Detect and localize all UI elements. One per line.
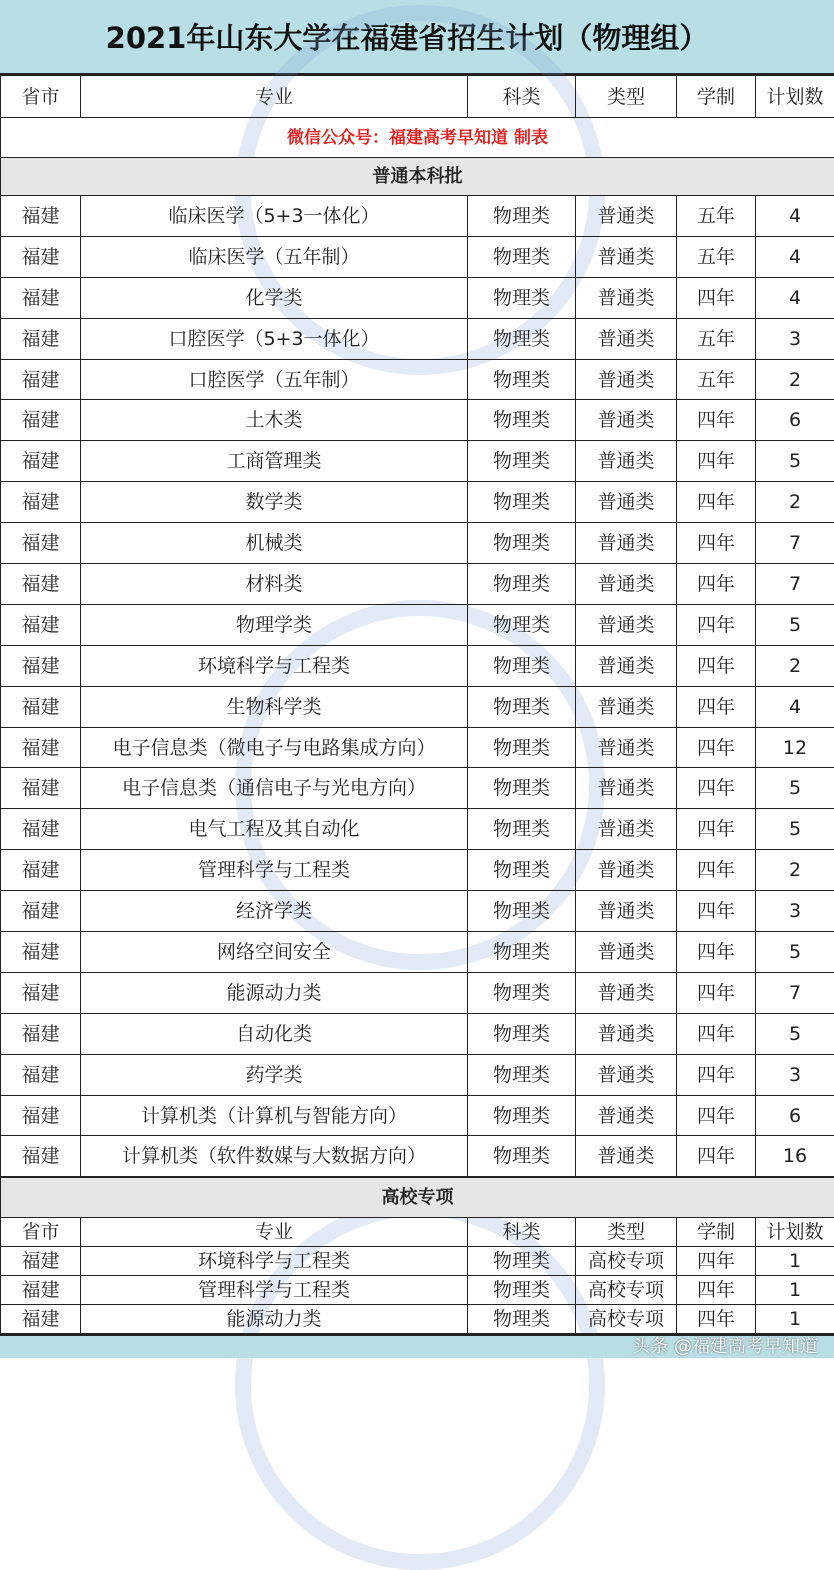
subject-cell: 物理类 (468, 727, 576, 768)
duration-cell: 四年 (677, 932, 756, 973)
type-cell: 普通类 (576, 972, 677, 1013)
province-cell: 福建 (1, 972, 81, 1013)
major-cell: 材料类 (81, 564, 468, 605)
province-cell: 福建 (1, 523, 81, 564)
province-cell: 福建 (1, 727, 81, 768)
subject-cell: 物理类 (468, 972, 576, 1013)
province-cell: 福建 (1, 318, 81, 359)
quota-cell: 2 (756, 850, 834, 891)
plan-table-special (0, 1177, 834, 1334)
province-cell: 福建 (1, 604, 81, 645)
province-cell: 福建 (1, 236, 81, 277)
table-row (1, 400, 834, 441)
type-cell: 普通类 (576, 1136, 677, 1177)
subject-cell: 物理类 (468, 891, 576, 932)
type-cell: 普通类 (576, 932, 677, 973)
header-cell: 学制 (677, 1218, 756, 1247)
province-cell: 福建 (1, 441, 81, 482)
table-row (1, 768, 834, 809)
subject-cell: 物理类 (468, 1054, 576, 1095)
major-cell: 管理科学与工程类 (81, 850, 468, 891)
table-row (1, 932, 834, 973)
type-cell: 普通类 (576, 809, 677, 850)
type-cell: 普通类 (576, 850, 677, 891)
duration-cell: 四年 (677, 400, 756, 441)
quota-cell: 2 (756, 645, 834, 686)
province-cell: 福建 (1, 768, 81, 809)
province-cell: 福建 (1, 277, 81, 318)
table-row (1, 359, 834, 400)
subject-cell: 物理类 (468, 318, 576, 359)
duration-cell: 五年 (677, 359, 756, 400)
duration-cell: 四年 (677, 277, 756, 318)
subject-cell: 物理类 (468, 1305, 576, 1334)
major-cell: 临床医学（5+3一体化） (81, 196, 468, 237)
table-row (1, 318, 834, 359)
header-cell: 计划数 (756, 1218, 834, 1247)
subject-cell: 物理类 (468, 1013, 576, 1054)
quota-cell: 6 (756, 400, 834, 441)
quota-cell: 5 (756, 441, 834, 482)
major-cell: 电子信息类（通信电子与光电方向） (81, 768, 468, 809)
subject-cell: 物理类 (468, 645, 576, 686)
header-cell: 省市 (1, 1218, 81, 1247)
province-cell: 福建 (1, 1136, 81, 1177)
subject-cell: 物理类 (468, 809, 576, 850)
quota-cell: 16 (756, 1136, 834, 1177)
header-cell: 类型 (576, 1218, 677, 1247)
subject-cell: 物理类 (468, 523, 576, 564)
type-cell: 普通类 (576, 1054, 677, 1095)
type-cell: 普通类 (576, 686, 677, 727)
table-row (1, 604, 834, 645)
subject-cell: 物理类 (468, 768, 576, 809)
quota-cell: 12 (756, 727, 834, 768)
duration-cell: 四年 (677, 850, 756, 891)
quota-cell: 1 (756, 1247, 834, 1276)
province-cell: 福建 (1, 564, 81, 605)
table-row (1, 1136, 834, 1177)
table-row (1, 441, 834, 482)
table-row (1, 1276, 834, 1305)
major-cell: 工商管理类 (81, 441, 468, 482)
subject-cell: 物理类 (468, 1276, 576, 1305)
major-cell: 电气工程及其自动化 (81, 809, 468, 850)
duration-cell: 四年 (677, 1136, 756, 1177)
province-cell: 福建 (1, 932, 81, 973)
header-cell: 省市 (1, 76, 81, 118)
major-cell: 物理学类 (81, 604, 468, 645)
duration-cell: 四年 (677, 441, 756, 482)
type-cell: 普通类 (576, 277, 677, 318)
major-cell: 口腔医学（五年制） (81, 359, 468, 400)
table-row (1, 277, 834, 318)
table-row (1, 850, 834, 891)
province-cell: 福建 (1, 850, 81, 891)
section-title-special: 高校专项 (1, 1178, 834, 1218)
subject-cell: 物理类 (468, 196, 576, 237)
major-cell: 机械类 (81, 523, 468, 564)
major-cell: 经济学类 (81, 891, 468, 932)
table-row (1, 891, 834, 932)
header-cell: 专业 (81, 76, 468, 118)
major-cell: 电子信息类（微电子与电路集成方向） (81, 727, 468, 768)
type-cell: 普通类 (576, 400, 677, 441)
major-cell: 数学类 (81, 482, 468, 523)
source-credit: 头条 @福建高考早知道 (632, 1337, 818, 1357)
quota-cell: 5 (756, 768, 834, 809)
quota-cell: 3 (756, 318, 834, 359)
duration-cell: 四年 (677, 1054, 756, 1095)
table-row (1, 196, 834, 237)
subject-cell: 物理类 (468, 686, 576, 727)
duration-cell: 四年 (677, 1276, 756, 1305)
major-cell: 口腔医学（5+3一体化） (81, 318, 468, 359)
major-cell: 生物科学类 (81, 686, 468, 727)
table-row (1, 564, 834, 605)
quota-cell: 4 (756, 277, 834, 318)
table-row (1, 727, 834, 768)
province-cell: 福建 (1, 1247, 81, 1276)
type-cell: 普通类 (576, 236, 677, 277)
duration-cell: 五年 (677, 236, 756, 277)
province-cell: 福建 (1, 891, 81, 932)
table-row (1, 236, 834, 277)
quota-cell: 1 (756, 1305, 834, 1334)
quota-cell: 4 (756, 686, 834, 727)
quota-cell: 4 (756, 196, 834, 237)
duration-cell: 四年 (677, 1095, 756, 1136)
province-cell: 福建 (1, 359, 81, 400)
duration-cell: 四年 (677, 809, 756, 850)
subject-cell: 物理类 (468, 277, 576, 318)
type-cell: 普通类 (576, 359, 677, 400)
province-cell: 福建 (1, 809, 81, 850)
major-cell: 计算机类（计算机与智能方向） (81, 1095, 468, 1136)
province-cell: 福建 (1, 1054, 81, 1095)
type-cell: 普通类 (576, 1095, 677, 1136)
footer-bar (0, 1334, 834, 1358)
page-title: 2021年山东大学在福建省招生计划（物理组） (0, 0, 834, 75)
quota-cell: 7 (756, 523, 834, 564)
province-cell: 福建 (1, 196, 81, 237)
major-cell: 计算机类（软件数媒与大数据方向） (81, 1136, 468, 1177)
duration-cell: 四年 (677, 768, 756, 809)
type-cell: 普通类 (576, 891, 677, 932)
plan-table-regular (0, 75, 834, 1177)
table-row (1, 1013, 834, 1054)
table-row (1, 686, 834, 727)
table-row (1, 1247, 834, 1276)
major-cell: 网络空间安全 (81, 932, 468, 973)
major-cell: 药学类 (81, 1054, 468, 1095)
duration-cell: 四年 (677, 564, 756, 605)
major-cell: 化学类 (81, 277, 468, 318)
quota-cell: 5 (756, 932, 834, 973)
province-cell: 福建 (1, 1305, 81, 1334)
quota-cell: 5 (756, 604, 834, 645)
major-cell: 临床医学（五年制） (81, 236, 468, 277)
major-cell: 管理科学与工程类 (81, 1276, 468, 1305)
quota-cell: 7 (756, 564, 834, 605)
table-row (1, 645, 834, 686)
header-cell: 科类 (468, 76, 576, 118)
quota-cell: 2 (756, 359, 834, 400)
type-cell: 普通类 (576, 768, 677, 809)
quota-cell: 5 (756, 809, 834, 850)
duration-cell: 四年 (677, 604, 756, 645)
duration-cell: 四年 (677, 891, 756, 932)
header-row (1, 76, 834, 118)
subject-cell: 物理类 (468, 604, 576, 645)
type-cell: 高校专项 (576, 1247, 677, 1276)
source-note: 微信公众号：福建高考早知道 制表 (1, 118, 834, 158)
duration-cell: 五年 (677, 318, 756, 359)
quota-cell: 5 (756, 1013, 834, 1054)
province-cell: 福建 (1, 1276, 81, 1305)
subject-cell: 物理类 (468, 564, 576, 605)
type-cell: 普通类 (576, 564, 677, 605)
subject-cell: 物理类 (468, 850, 576, 891)
type-cell: 普通类 (576, 196, 677, 237)
type-cell: 高校专项 (576, 1276, 677, 1305)
quota-cell: 4 (756, 236, 834, 277)
header-cell: 计划数 (756, 76, 834, 118)
table-row (1, 809, 834, 850)
duration-cell: 四年 (677, 1305, 756, 1334)
duration-cell: 四年 (677, 1013, 756, 1054)
subject-cell: 物理类 (468, 441, 576, 482)
quota-cell: 3 (756, 891, 834, 932)
major-cell: 能源动力类 (81, 1305, 468, 1334)
quota-cell: 1 (756, 1276, 834, 1305)
header-cell: 科类 (468, 1218, 576, 1247)
quota-cell: 2 (756, 482, 834, 523)
table-row (1, 523, 834, 564)
table-row (1, 482, 834, 523)
table-row (1, 1054, 834, 1095)
province-cell: 福建 (1, 1095, 81, 1136)
subject-cell: 物理类 (468, 482, 576, 523)
type-cell: 普通类 (576, 482, 677, 523)
province-cell: 福建 (1, 400, 81, 441)
major-cell: 环境科学与工程类 (81, 645, 468, 686)
province-cell: 福建 (1, 1013, 81, 1054)
table-row (1, 1095, 834, 1136)
subject-cell: 物理类 (468, 359, 576, 400)
quota-cell: 3 (756, 1054, 834, 1095)
duration-cell: 四年 (677, 972, 756, 1013)
duration-cell: 五年 (677, 196, 756, 237)
header-cell: 专业 (81, 1218, 468, 1247)
duration-cell: 四年 (677, 727, 756, 768)
duration-cell: 四年 (677, 482, 756, 523)
major-cell: 土木类 (81, 400, 468, 441)
subject-cell: 物理类 (468, 1095, 576, 1136)
type-cell: 高校专项 (576, 1305, 677, 1334)
duration-cell: 四年 (677, 645, 756, 686)
table-row (1, 1305, 834, 1334)
subject-cell: 物理类 (468, 400, 576, 441)
major-cell: 环境科学与工程类 (81, 1247, 468, 1276)
duration-cell: 四年 (677, 686, 756, 727)
province-cell: 福建 (1, 686, 81, 727)
type-cell: 普通类 (576, 523, 677, 564)
type-cell: 普通类 (576, 604, 677, 645)
subject-cell: 物理类 (468, 1247, 576, 1276)
major-cell: 自动化类 (81, 1013, 468, 1054)
type-cell: 普通类 (576, 318, 677, 359)
quota-cell: 7 (756, 972, 834, 1013)
type-cell: 普通类 (576, 645, 677, 686)
duration-cell: 四年 (677, 1247, 756, 1276)
duration-cell: 四年 (677, 523, 756, 564)
header-row (1, 1218, 834, 1247)
type-cell: 普通类 (576, 441, 677, 482)
type-cell: 普通类 (576, 727, 677, 768)
section-title-regular: 普通本科批 (1, 158, 834, 196)
type-cell: 普通类 (576, 1013, 677, 1054)
subject-cell: 物理类 (468, 236, 576, 277)
subject-cell: 物理类 (468, 1136, 576, 1177)
subject-cell: 物理类 (468, 932, 576, 973)
quota-cell: 6 (756, 1095, 834, 1136)
table-row (1, 972, 834, 1013)
major-cell: 能源动力类 (81, 972, 468, 1013)
header-cell: 学制 (677, 76, 756, 118)
header-cell: 类型 (576, 76, 677, 118)
province-cell: 福建 (1, 482, 81, 523)
province-cell: 福建 (1, 645, 81, 686)
